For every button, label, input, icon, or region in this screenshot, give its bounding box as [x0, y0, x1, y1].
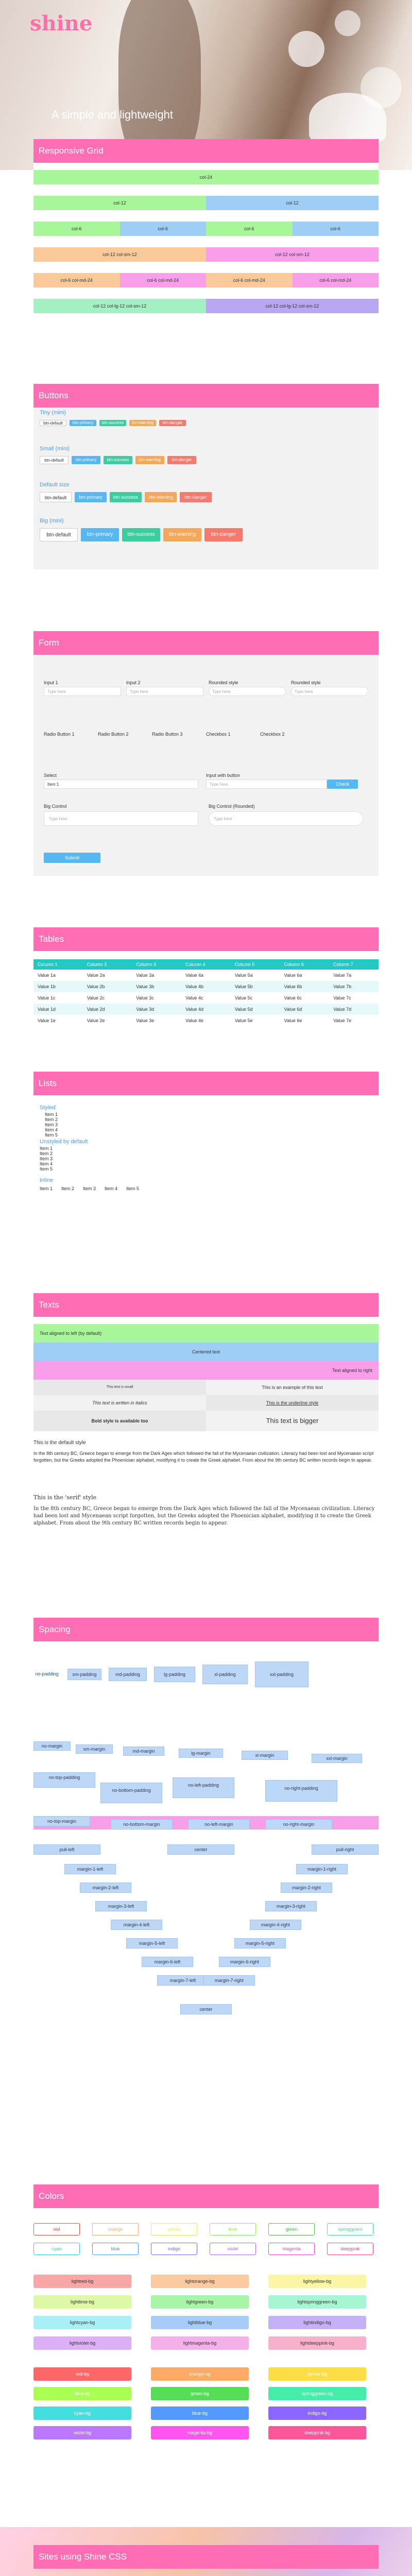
lightmagenta-bg[interactable]: lightmagenta-bg	[151, 2336, 249, 2350]
margin-right-step: margin-5-right	[234, 1938, 286, 1948]
grid-cell: col-12 col-sm-12	[206, 247, 379, 262]
blue-bg[interactable]: blue-bg	[151, 2406, 249, 2420]
table-cell: Value 5e	[234, 1018, 253, 1023]
lime-outline[interactable]: lime	[210, 2223, 256, 2235]
text-small: This text is small	[33, 1380, 206, 1395]
xl-padding: xl-padding	[202, 1665, 248, 1684]
default-button[interactable]: btn-default	[40, 456, 68, 464]
margin-left-step: margin-7-left	[157, 1975, 209, 1986]
list-item: Item 1	[40, 1186, 53, 1191]
input-label: Rounded style	[291, 680, 321, 685]
button-group-label: Big (mini)	[40, 518, 64, 524]
hero-bokeh	[335, 10, 360, 36]
warning-button[interactable]: btn-warning	[145, 492, 177, 502]
no-bottom-padding: no-bottom-padding	[100, 1783, 162, 1803]
list-item: Item 5	[40, 1166, 53, 1172]
texts-section	[33, 1293, 379, 1623]
spacing-section	[33, 1618, 379, 2174]
text-center: Centered text	[33, 1343, 379, 1361]
table-row	[33, 1015, 379, 1026]
list-item: Item 2	[61, 1186, 75, 1191]
blue-outline[interactable]: blue	[92, 2243, 139, 2255]
grid-cell: col-6	[33, 222, 120, 236]
orange-outline[interactable]: orange	[92, 2223, 139, 2235]
column-header: Column 2	[83, 959, 132, 970]
grid-cell: col-6 col-md-24	[120, 273, 207, 287]
text-right: Text aligned to right	[33, 1361, 379, 1380]
table-cell: Value 7c	[333, 995, 351, 1001]
checkbox[interactable]: Checkbox 2	[260, 732, 285, 737]
submit-button[interactable]: Submit	[44, 853, 100, 863]
margin-right-step: margin-7-right	[203, 1975, 255, 1986]
margin-right-step: margin-4-right	[250, 1920, 301, 1930]
buttons-section	[33, 384, 379, 569]
lightspringgreen-bg[interactable]: lightspringgreen-bg	[268, 2295, 366, 2309]
default-style-heading: This is the default style	[33, 1440, 86, 1446]
indigo-outline[interactable]: indigo	[151, 2243, 197, 2255]
yellow-bg[interactable]: yellow-bg	[268, 2367, 366, 2381]
table-cell: Value 6e	[284, 1018, 302, 1023]
primary-button[interactable]: btn-primary	[72, 456, 100, 464]
table-cell: Value 5d	[231, 1004, 280, 1015]
lightblue-bg[interactable]: lightblue-bg	[151, 2316, 249, 2329]
table-cell: Value 6b	[280, 981, 330, 992]
danger-button[interactable]: btn-danger	[167, 456, 196, 464]
pull-right: pull-right	[312, 1844, 379, 1855]
list-item: Item 3	[83, 1186, 96, 1191]
text-example: This is an example of this text	[206, 1380, 379, 1395]
table-cell: Value 4d	[181, 1004, 231, 1015]
orange-bg[interactable]: orange-bg	[151, 2367, 249, 2381]
xxl-margin: xxl-margin	[312, 1754, 362, 1763]
success-button[interactable]: btn-success	[99, 420, 126, 426]
lightviolet-bg[interactable]: lightviolet-bg	[33, 2336, 131, 2350]
table-cell: Value 7d	[329, 1004, 379, 1015]
sm-padding: sm-padding	[67, 1669, 101, 1680]
margin-left-step: margin-6-left	[142, 1957, 193, 1967]
section-title: Spacing	[33, 1618, 379, 1641]
no-margin: no-margin	[33, 1741, 71, 1751]
yellow-outline[interactable]: yellow	[151, 2223, 197, 2235]
magenta-bg[interactable]: magenta-bg	[151, 2426, 249, 2439]
grid-cell: col-12	[206, 196, 379, 210]
no-left-margin: no-left-margin	[188, 1819, 250, 1829]
section-title: Responsive Grid	[33, 139, 379, 163]
grid-cell: col-6	[120, 222, 207, 236]
button-group-label: Small (mini)	[40, 446, 70, 452]
no-top-padding: no-top-padding	[33, 1772, 95, 1788]
table-cell: Value 3c	[136, 995, 154, 1001]
no-top-margin: no-top-margin	[33, 1816, 90, 1826]
margin-right-step: margin-1-right	[296, 1864, 348, 1874]
column-header: Column 4	[181, 959, 231, 970]
button-group-label: Default size	[40, 482, 70, 488]
big-control-label: Big Control	[44, 804, 67, 809]
text-bigger: This text is bigger	[206, 1411, 379, 1431]
input-with-button-label: Input with button	[206, 773, 241, 778]
list-item: Item 5	[126, 1186, 140, 1191]
lists-section	[33, 1072, 379, 1278]
tables-section	[33, 927, 379, 953]
primary-button[interactable]: btn-primary	[70, 420, 96, 426]
table-cell: Value 6d	[280, 1004, 330, 1015]
grid-cell: col-12 col-lg-12 col-sm-12	[33, 299, 206, 313]
table-cell: Value 4e	[185, 1018, 203, 1023]
default-button[interactable]: btn-default	[40, 492, 72, 502]
table-row	[33, 981, 379, 992]
inline-label: Inline	[40, 1177, 54, 1183]
grid-cell: col-6 col-md-24	[293, 273, 379, 287]
lightlime-bg[interactable]: lightlime-bg	[33, 2295, 131, 2309]
no-padding: no-padding	[35, 1671, 59, 1676]
text-input[interactable]: Type here	[209, 687, 286, 696]
column-header: Column 6	[280, 959, 330, 970]
big-input[interactable]: Type here	[209, 811, 363, 826]
sites-section	[0, 2527, 412, 2576]
table-row	[33, 992, 379, 1004]
table-cell: Value 1e	[38, 1018, 56, 1023]
table-cell: Value 3a	[136, 973, 154, 978]
md-padding: md-padding	[109, 1668, 147, 1681]
input-label: Input 2	[126, 680, 141, 685]
radio-button[interactable]: Radio Button 1	[44, 732, 75, 737]
table-cell: Value 6a	[284, 973, 302, 978]
form-section	[33, 631, 379, 876]
lg-margin: lg-margin	[179, 1749, 223, 1758]
lightgreen-bg[interactable]: lightgreen-bg	[151, 2295, 249, 2309]
styled-label: Styled	[40, 1105, 56, 1111]
lightorange-bg[interactable]: lightorange-bg	[151, 2275, 249, 2288]
green-bg[interactable]: green-bg	[151, 2387, 249, 2400]
hero-tagline: A simple and lightweight	[52, 108, 174, 121]
cyan-bg[interactable]: cyan-bg	[33, 2406, 131, 2420]
section-title: Colors	[33, 2184, 379, 2208]
text-input[interactable]: Type here	[44, 687, 121, 696]
section-title: Form	[33, 631, 379, 655]
table-cell: Value 4c	[185, 995, 203, 1001]
list-item: Item 2	[40, 1151, 53, 1156]
text-italic: This text is written in italics	[33, 1395, 206, 1411]
warning-button[interactable]: btn-warning	[163, 528, 201, 541]
margin-left-step: margin-4-left	[111, 1920, 162, 1930]
grid-cell: col-12	[33, 196, 206, 210]
radio-button[interactable]: Radio Button 3	[152, 732, 183, 737]
springgreen-outline[interactable]: springgreen	[327, 2223, 373, 2235]
list-item: Item 4	[105, 1186, 118, 1191]
section-title: Texts	[33, 1293, 379, 1317]
lightred-bg[interactable]: lightred-bg	[33, 2275, 131, 2288]
section-title: Tables	[33, 927, 379, 951]
table-cell: Value 1c	[38, 995, 56, 1001]
table-cell: Value 3e	[136, 1018, 154, 1023]
table-cell: Value 2d	[83, 1004, 132, 1015]
serif-paragraph: In the 8th century BC, Greece began to emerge from the Dark Ages which followed the fall of the Mycenaean civilization. Literacy had been lost and Mycenaean script forgotten, but the Greeks adopted the Phoenician alphabet, modifying it to create the Greek alphabet. From about the 9th century BC written records begin to appear.	[33, 1506, 375, 1526]
danger-button[interactable]: btn-danger	[159, 420, 186, 426]
sm-margin: sm-margin	[76, 1744, 113, 1754]
pull-left: pull-left	[33, 1844, 100, 1855]
unstyled-label: Unstyled by default	[40, 1139, 88, 1145]
indigo-bg[interactable]: indigo-bg	[268, 2406, 366, 2420]
xxl-padding: xxl-padding	[255, 1662, 308, 1687]
deeppink-outline[interactable]: deeppink	[327, 2243, 373, 2255]
table-cell: Value 7a	[333, 973, 352, 978]
hero-bokeh	[288, 31, 324, 67]
no-right-padding: no-right-padding	[265, 1780, 337, 1802]
section-title: Buttons	[33, 384, 379, 408]
primary-button[interactable]: btn-primary	[75, 492, 107, 502]
grid-cell: col-6 col-md-24	[33, 273, 120, 287]
item-select[interactable]: Item 1	[44, 779, 198, 789]
grid-cell: col-12 col-sm-12	[33, 247, 206, 262]
margin-left-step: margin-2-left	[80, 1883, 131, 1893]
margin-left-step: margin-3-left	[95, 1901, 147, 1911]
button-group-label: Tiny (mini)	[40, 410, 66, 416]
column-header: Column 1	[33, 959, 83, 970]
red-outline[interactable]: red	[33, 2223, 80, 2235]
select-label: Select	[44, 773, 57, 778]
lightyellow-bg[interactable]: lightyellow-bg	[268, 2275, 366, 2288]
column-header: Column 3	[132, 959, 181, 970]
table-cell: Value 5c	[234, 995, 253, 1001]
table-cell: Value 4a	[185, 973, 203, 978]
success-button[interactable]: btn-success	[110, 492, 142, 502]
list-item: Item 3	[45, 1122, 58, 1127]
deeppink-bg[interactable]: deeppink-bg	[268, 2426, 366, 2439]
big-control-label: Big Control (Rounded)	[209, 804, 255, 809]
table-cell: Value 2c	[87, 995, 105, 1001]
table-cell: Value 6c	[284, 995, 302, 1001]
lg-padding: lg-padding	[154, 1667, 195, 1682]
violet-bg[interactable]: violet-bg	[33, 2426, 131, 2439]
table-cell: Value 5b	[231, 981, 280, 992]
grid-cell: col-6	[206, 222, 293, 236]
grid-cell: col-12 col-lg-12 col-sm-12	[206, 299, 379, 313]
list-item: Item 3	[40, 1156, 53, 1161]
table-cell: Value 5a	[234, 973, 253, 978]
table-cell: Value 1a	[38, 973, 56, 978]
text-input[interactable]: Type here	[126, 687, 203, 696]
list-item: Item 2	[45, 1117, 58, 1122]
table-cell: Value 3b	[132, 981, 181, 992]
section-title: Lists	[33, 1072, 379, 1095]
list-item: Item 1	[40, 1146, 53, 1151]
no-right-margin: no-right-margin	[265, 1819, 332, 1829]
column-header: Column 7	[329, 959, 379, 970]
checkbox[interactable]: Checkbox 1	[206, 732, 231, 737]
table-cell: Value 2a	[87, 973, 105, 978]
md-margin: md-margin	[123, 1747, 164, 1756]
column-header: Column 5	[231, 959, 280, 970]
grid-cell: col-6 col-md-24	[206, 273, 293, 287]
table-cell: Value 4b	[181, 981, 231, 992]
list-item: Item 1	[45, 1112, 58, 1117]
text-left: Text aligned to left (by default)	[33, 1324, 379, 1343]
grid-cell: col-24	[33, 170, 379, 184]
list-item: Item 5	[45, 1132, 58, 1138]
table-cell: Value 3d	[132, 1004, 181, 1015]
section-title: Sites using Shine CSS	[33, 2545, 379, 2569]
center: center	[167, 1844, 234, 1855]
green-outline[interactable]: green	[268, 2223, 315, 2235]
warning-button[interactable]: btn-warning	[129, 420, 156, 426]
text-input[interactable]: Type here	[291, 687, 368, 696]
no-left-padding: no-left-padding	[173, 1777, 234, 1798]
text-bold: Bold style is available too	[33, 1411, 206, 1431]
check-button[interactable]: Check	[327, 779, 358, 789]
margin-left-step: margin-5-left	[126, 1938, 178, 1948]
table-cell: Value 1d	[33, 1004, 83, 1015]
default-button[interactable]: btn-default	[40, 420, 66, 426]
springgreen-bg[interactable]: springgreen-bg	[268, 2387, 366, 2400]
lightindigo-bg[interactable]: lightindigo-bg	[268, 2316, 366, 2329]
margin-right-step: margin-2-right	[281, 1883, 332, 1893]
magenta-outline[interactable]: magenta	[268, 2243, 315, 2255]
xl-margin: xl-margin	[242, 1751, 288, 1760]
margin-left-step: margin-1-left	[64, 1864, 116, 1874]
success-button[interactable]: btn-success	[104, 456, 132, 464]
success-button[interactable]: btn-success	[122, 528, 160, 541]
colors-section	[33, 2184, 379, 2545]
serif-style-heading: This is the 'serif' style	[33, 1494, 97, 1501]
table-row	[33, 1004, 379, 1015]
cyan-outline[interactable]: cyan	[33, 2243, 80, 2255]
lime-bg[interactable]: lime-bg	[33, 2387, 131, 2400]
table-row	[33, 970, 379, 981]
grid-section	[33, 139, 379, 355]
table-cell: Value 2b	[83, 981, 132, 992]
lightcyan-bg[interactable]: lightcyan-bg	[33, 2316, 131, 2329]
violet-outline[interactable]: violet	[210, 2243, 256, 2255]
no-bottom-margin: no-bottom-margin	[111, 1819, 173, 1829]
data-table	[33, 959, 379, 1026]
cup-icon	[309, 93, 386, 144]
center-box: center	[180, 2004, 232, 2014]
default-paragraph: In the 8th century BC, Greece began to emerge from the Dark Ages which followed the fall of the Mycenaean civilization. Literacy had been lost and Mycenaean script forgotten, but the Greeks adopted the Phoenician alphabet, modifying it to create the Greek alphabet. From about the 9th century BC written records begin to appear.	[33, 1451, 374, 1463]
red-bg[interactable]: red-bg	[33, 2367, 131, 2381]
table-cell: Value 1b	[33, 981, 83, 992]
text-underline: This is the underline style	[206, 1395, 379, 1411]
check-input[interactable]: Type here	[206, 779, 327, 789]
input-label: Rounded style	[209, 680, 238, 685]
list-item: Item 4	[45, 1127, 58, 1132]
default-button[interactable]: btn-default	[40, 528, 78, 541]
big-input[interactable]: Type here	[44, 811, 198, 826]
danger-button[interactable]: btn-danger	[180, 492, 212, 502]
danger-button[interactable]: btn-danger	[204, 528, 243, 541]
primary-button[interactable]: btn-primary	[81, 528, 119, 541]
radio-button[interactable]: Radio Button 2	[98, 732, 129, 737]
table-cell: Value 7e	[333, 1018, 352, 1023]
brand-logo[interactable]: shine	[30, 11, 93, 36]
margin-right-step: margin-6-right	[219, 1957, 270, 1967]
table-cell: Value 2e	[87, 1018, 105, 1023]
input-label: Input 1	[44, 680, 58, 685]
warning-button[interactable]: btn-warning	[135, 456, 164, 464]
margin-right-step: margin-3-right	[265, 1901, 317, 1911]
lightdeeppink-bg[interactable]: lightdeeppink-bg	[268, 2336, 366, 2350]
list-item: Item 4	[40, 1161, 53, 1166]
table-cell: Value 7b	[329, 981, 379, 992]
grid-cell: col-6	[293, 222, 379, 236]
